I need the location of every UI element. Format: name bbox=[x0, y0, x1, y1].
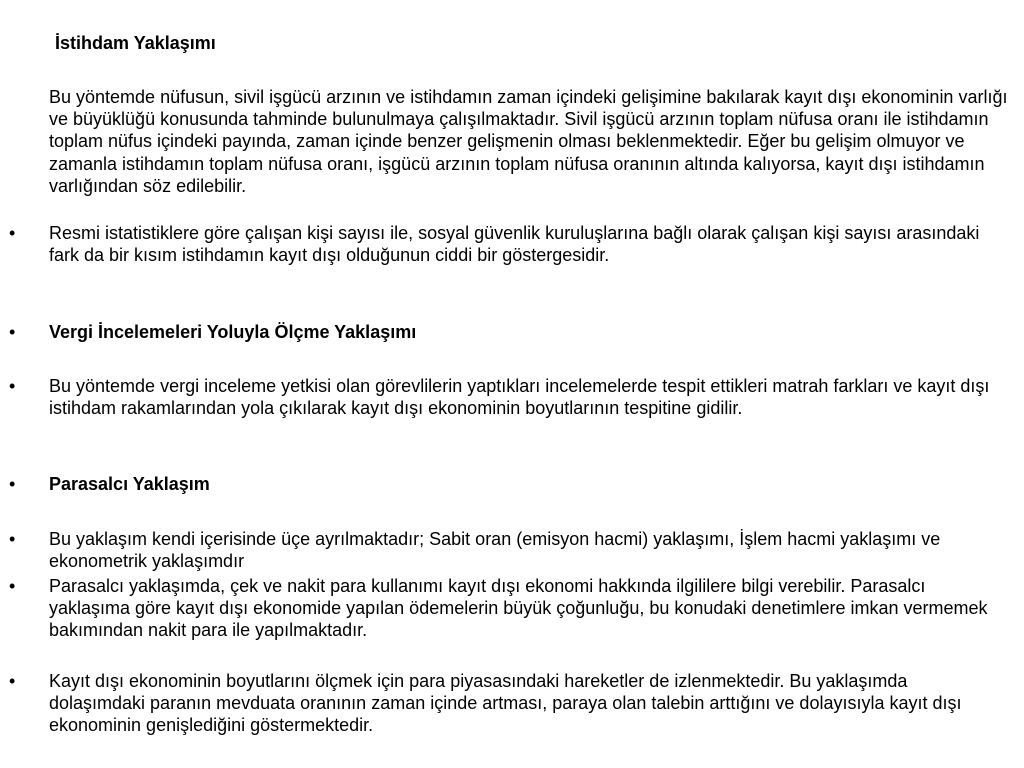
section-heading: İstihdam Yaklaşımı bbox=[55, 33, 216, 53]
bullet-icon: • bbox=[9, 322, 16, 342]
bullet-icon: • bbox=[9, 223, 16, 243]
bullet-icon: • bbox=[9, 474, 16, 494]
list-item-text: Parasalcı yaklaşımda, çek ve nakit para kullanımı kayıt dışı ekonomi hakkında ilgililere bilgi verebilir. Parasalcı yaklaşıma göre kayıt dışı ekonomide yapılan ödemelerin büyük çoğunluğu, bu konudaki denetimlere imkan vermemek bakımından nakit para ile yapılmaktadır. bbox=[49, 576, 988, 641]
section-subheading: Parasalcı Yaklaşım bbox=[49, 474, 210, 494]
bullet-icon: • bbox=[9, 376, 16, 396]
bullet-icon: • bbox=[9, 529, 16, 549]
list-item-text: Kayıt dışı ekonominin boyutlarını ölçmek için para piyasasındaki hareketler de izlenmektedir. Bu yaklaşımda dolaşımdaki paranın mevduata oranının zaman içinde artması, paraya olan talebin arttığını ve dolayısıyla kayıt dışı ekonominin genişlediğini göstermektedir. bbox=[49, 671, 962, 736]
section-subheading: Vergi İncelemeleri Yoluyla Ölçme Yaklaşımı bbox=[49, 322, 417, 342]
list-item-text: Bu yöntemde vergi inceleme yetkisi olan görevlilerin yaptıkları incelemelerde tespit ettikleri matrah farkları ve kayıt dışı istihdam rakamlarından yola çıkılarak kayıt dışı ekonominin boyutlarının tespitine gidilir. bbox=[49, 376, 990, 419]
list-item-text: Resmi istatistiklere göre çalışan kişi sayısı ile, sosyal güvenlik kuruluşlarına bağlı olarak çalışan kişi sayısı arasındaki fark da bir kısım istihdamın kayıt dışı olduğunun ciddi bir göstergesidir. bbox=[49, 223, 980, 266]
list-item-text: Bu yaklaşım kendi içerisinde üçe ayrılmaktadır; Sabit oran (emisyon hacmi) yaklaşımı, İşlem hacmi yaklaşımı ve ekonometrik yaklaşımdır bbox=[49, 529, 941, 572]
bullet-icon: • bbox=[9, 671, 16, 691]
intro-paragraph: Bu yöntemde nüfusun, sivil işgücü arzının ve istihdamın zaman içindeki gelişimine bakılarak kayıt dışı ekonominin varlığı ve büyüklüğü konusunda tahminde bulunulmaya çalışılmaktadır. Sivil işgücü arzının toplam nüfusa oranı ile istihdamın toplam nüfus içindeki payında, zaman içinde benzer gelişmenin olması beklenmektedir. Eğer bu gelişim olmuyor ve zamanla istihdamın toplam nüfusa oranı, işgücü arzının toplam nüfusa oranının altında kalıyorsa, kayıt dışı istihdamın varlığından söz edilebilir. bbox=[49, 87, 1008, 196]
bullet-icon: • bbox=[9, 576, 16, 596]
